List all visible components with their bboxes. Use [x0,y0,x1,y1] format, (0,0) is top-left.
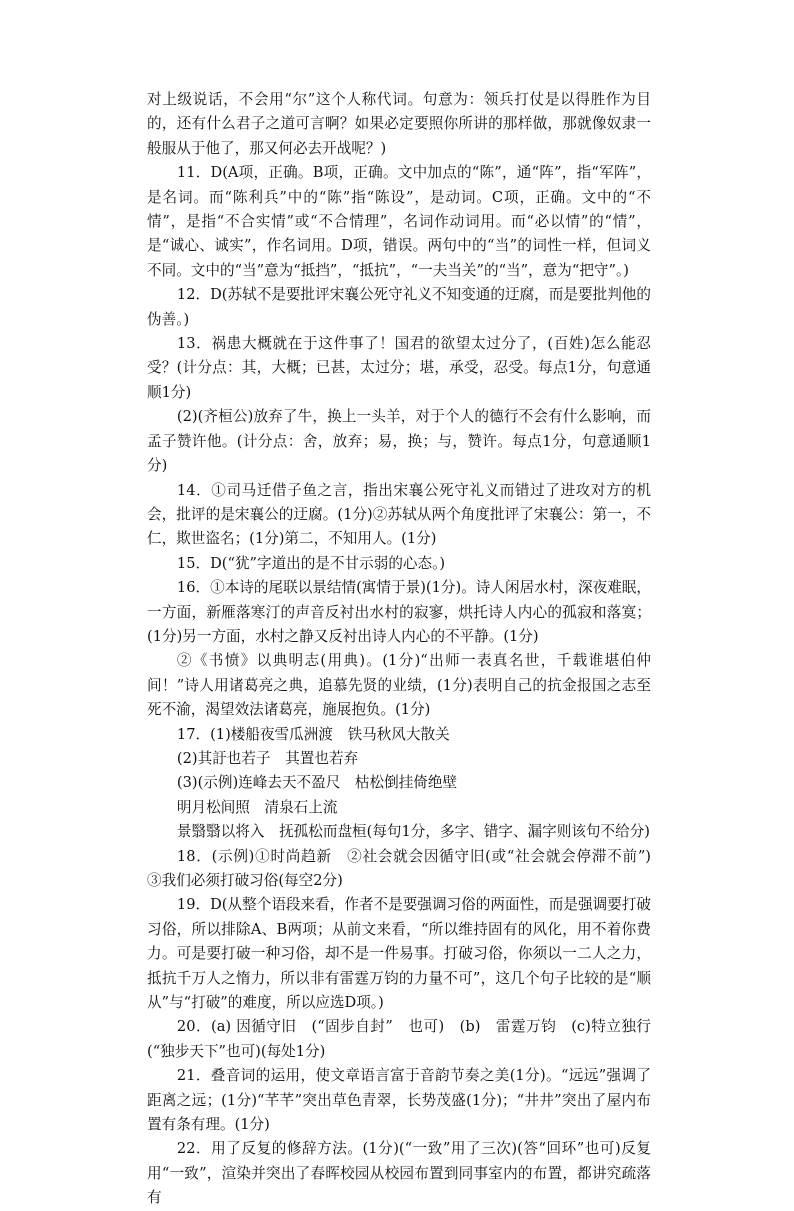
answer-11: 11．D(A项，正确。B项，正确。文中加点的“陈”，通“阵”，指“军阵”，是名词。而“陈利兵”中的“陈”指“陈设”，是动词。C项，正确。文中的“不情”，是指“不合实情”或“不合情理”，名词作动词用。而“必以情”的“情”，是“诚心、诚实”，作名词用。D项，错误。两句中的“当”的词性一样，但词义不同。文中的“当”意为“抵挡”，“抵抗”，“一夫当关”的“当”，意为“把守”。) [147,164,651,279]
answer-14: 14．①司马迁借子鱼之言，指出宋襄公死守礼义而错过了进攻对方的机会，批评的是宋襄公的迂腐。(1分)②苏轼从两个角度批评了宋襄公：第一，不仁，欺世盗名；(1分)第二，不知用人。(1分) [147,481,651,548]
answer-21: 21．叠音词的运用，使文章语言富于音韵节奏之美(1分)。“远远”强调了距离之远；(1分)“芊芊”突出草色青翠，长势茂盛(1分)；“井井”突出了屋内布置有条有理。(1分) [147,1067,651,1134]
paragraph-translation-end: 对上级说话，不会用“尔”这个人称代词。句意为：领兵打仗是以得胜作为目的，还有什么君子之道可言啊？如果必定要照你所讲的那样做，那就像奴隶一般服从于他了，那又何必去开战呢？) [147,91,651,157]
answer-18: 18．(示例)①时尚趋新 ②社会就会因循守旧(或“社会就会停滞不前”) ③我们必须打破习俗(每空2分) [147,847,666,889]
answer-17-3: (3)(示例)连峰去天不盈尺 枯松倒挂倚绝壁 [176,774,458,792]
answer-19: 19．D(从整个语段来看，作者不是要强调习俗的两面性，而是强调要打破习俗，所以排除A、B两项；从前文来看，“所以维持固有的风化，用不着你费力。可是要打破一种习俗，却不是一件易事。打破习俗，你须以一二人之力，抵抗千万人之惰力，所以非有雷霆万钧的力量不可”，这几个句子比较的是“顺从”与“打破”的难度，所以应选D项。) [147,896,651,1012]
answer-key-page [147,88,666,1211]
answer-13-2: (2)(齐桓公)放弃了牛，换上一头羊，对于个人的德行不会有什么影响，而孟子赞许他。(计分点：舍，放弃；易，换；与，赞许。每点1分，句意通顺1分) [147,408,651,475]
answer-13-1: 13．祸患大概就在于这件事了！国君的欲望太过分了，(百姓)怎么能忍受？(计分点：其，大概；已甚，太过分；堪，承受，忍受。每点1分，句意通顺1分) [147,335,651,401]
answer-16-1: 16．①本诗的尾联以景结情(寓情于景)(1分)。诗人闲居水村，深夜难眠，一方面，新雁落寒汀的声音反衬出水村的寂寥，烘托诗人内心的孤寂和落寞；(1分)另一方面，水村之静又反衬出诗人内心的不平静。(1分) [147,579,651,645]
answer-16-2: ②《书愤》以典明志(用典)。(1分)“出师一表真名世，千载谁堪伯仲间！”诗人用诸葛亮之典，追慕先贤的业绩，(1分)表明自己的抗金报国之志至死不渝，渴望效法诸葛亮，施展抱负。(1分) [147,652,651,719]
answer-20: 20．(a) 因循守旧 (“固步自封” 也可) (b) 雷霆万钧 (c)特立独行(“独步天下”也可)(每处1分) [147,1018,651,1060]
answer-15: 15．D(“犹”字道出的是不甘示弱的心态。) [176,554,446,572]
answer-12: 12．D(苏轼不是要批评宋襄公死守礼义不知变通的迂腐，而是要批判他的伪善。) [147,286,651,328]
answer-22: 22．用了反复的修辞方法。(1分)(“一致”用了三次)(答“回环”也可)反复用“一致”，渲染并突出了春晖校园从校园布置到同事室内的布置，都讲究疏落有 [147,1140,651,1207]
answer-17-1: 17．(1)楼船夜雪瓜洲渡 铁马秋风大散关 [176,725,450,743]
answer-17-3-line3: 景翳翳以将入 抚孤松而盘桓(每句1分，多字、错字、漏字则该句不给分) [176,823,651,841]
answer-17-3-line2: 明月松间照 清泉石上流 [176,798,338,816]
answer-17-2: (2)其訏也若子 其置也若弃 [176,749,359,767]
